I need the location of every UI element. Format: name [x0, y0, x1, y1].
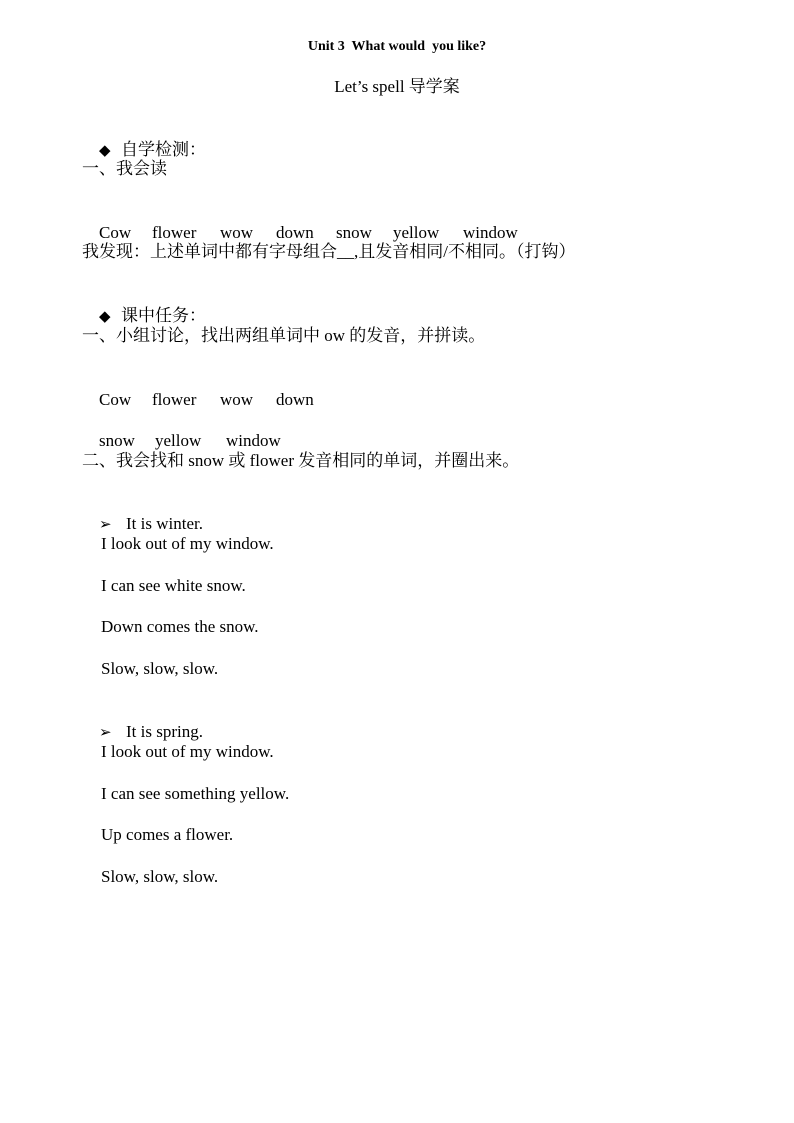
task-2-instruction: 二、我会找和 snow 或 flower 发音相同的单词，并圈出来。	[82, 451, 520, 470]
word: Cow	[99, 223, 132, 242]
poem-line: I look out of my window.	[101, 742, 274, 761]
poem-line: Up comes a flower.	[101, 825, 234, 844]
arrow-bullet-icon: ➢	[99, 725, 112, 741]
word: yellow	[155, 431, 202, 450]
read-title: 一、我会读	[82, 159, 167, 178]
lesson-subtitle: Let’s spell 导学案	[334, 77, 460, 96]
word: down	[276, 223, 314, 242]
word: window	[463, 223, 518, 242]
poem-line: Down comes the snow.	[101, 617, 259, 636]
word: yellow	[393, 223, 440, 242]
poem-1-lead-text: It is winter.	[126, 514, 203, 533]
word: flower	[152, 390, 197, 409]
poem-line: Slow, slow, slow.	[101, 659, 219, 678]
class-task-heading-text: 课中任务：	[121, 306, 206, 325]
poem-line: I look out of my window.	[101, 534, 274, 553]
unit-title: Unit 3 What would you like?	[307, 39, 487, 54]
task-1-instruction: 一、小组讨论，找出两组单词中 ow 的发音，并拼读。	[82, 326, 486, 345]
poem-line: I can see white snow.	[101, 576, 246, 595]
self-study-heading-text: 自学检测：	[121, 140, 206, 159]
word: window	[226, 431, 281, 450]
diamond-bullet-icon: ◆	[99, 309, 111, 325]
diamond-bullet-icon: ◆	[99, 143, 111, 159]
poem-line: Slow, slow, slow.	[101, 867, 219, 886]
word: snow	[99, 431, 135, 450]
discovery-note: 我发现：上述单词中都有字母组合__,且发音相同/不相同。（打钩）	[82, 242, 576, 261]
poem-line: I can see something yellow.	[101, 784, 290, 803]
word: snow	[336, 223, 372, 242]
word: flower	[152, 223, 197, 242]
word: down	[276, 390, 314, 409]
arrow-bullet-icon: ➢	[99, 517, 112, 533]
word: wow	[220, 223, 254, 242]
poem-2-lead-text: It is spring.	[126, 722, 203, 741]
word: wow	[220, 390, 254, 409]
word: Cow	[99, 390, 132, 409]
